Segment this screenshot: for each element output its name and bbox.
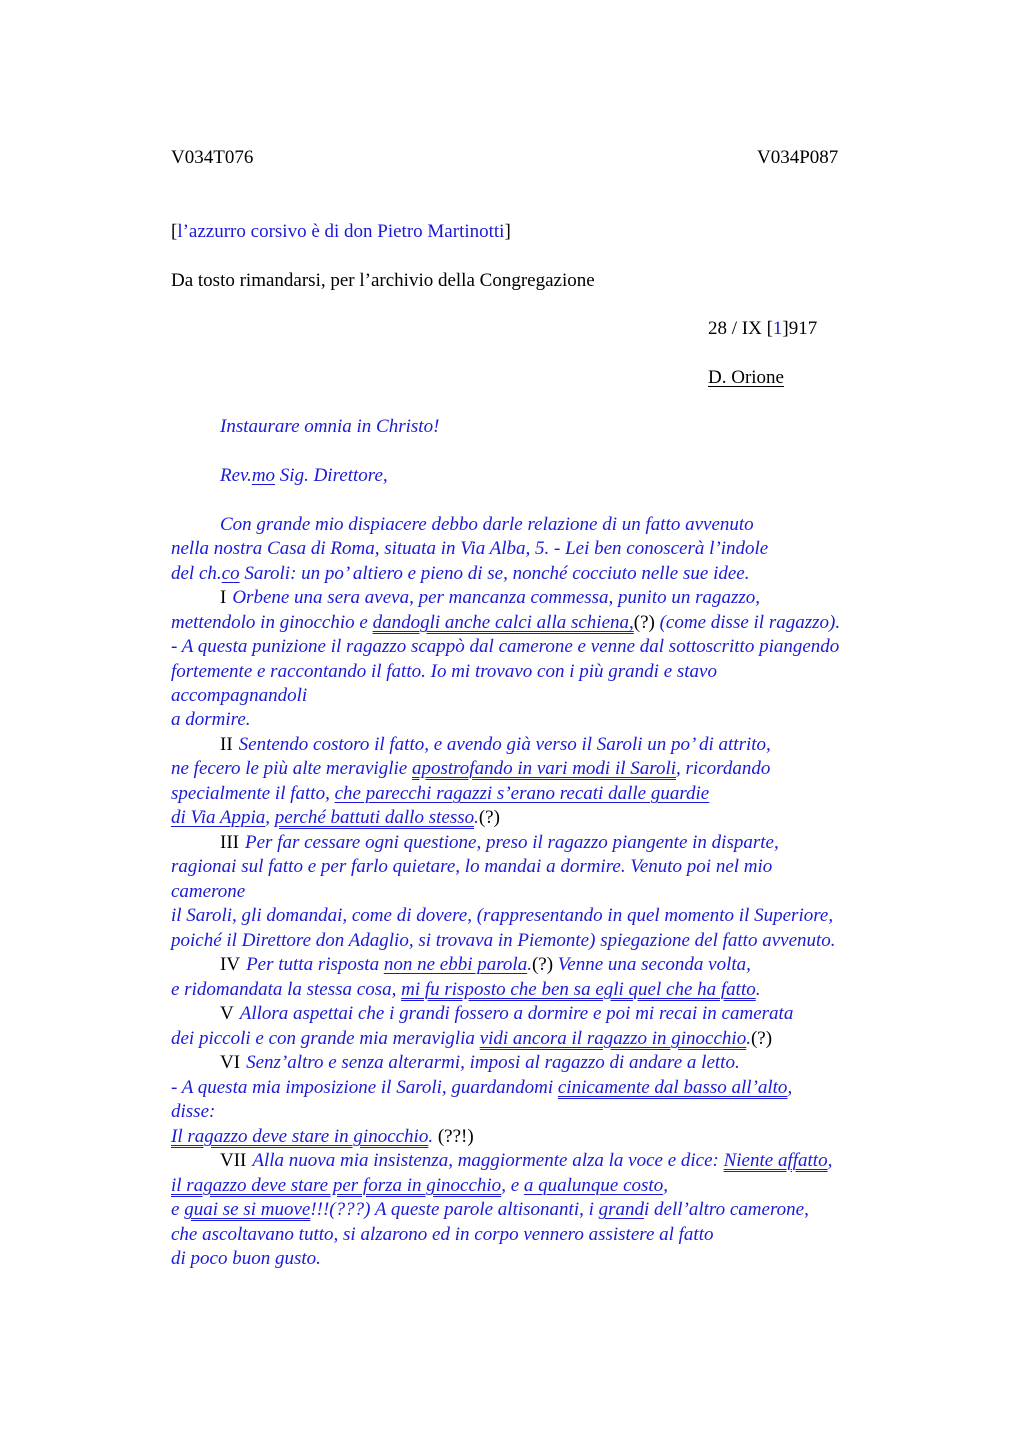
text-segment: . bbox=[474, 807, 479, 828]
letter-date bbox=[708, 317, 817, 341]
text-segment: Allora aspettai che i grandi fossero a dormire e poi mi recai in camerata bbox=[239, 1003, 794, 1024]
paragraph-v bbox=[220, 1002, 793, 1026]
text-segment: Senz’altro e senza alterarmi, imposi al ragazzo di andare a letto. bbox=[246, 1052, 740, 1073]
text-segment: Il ragazzo deve stare in ginocchio bbox=[171, 1126, 429, 1147]
body-line: - A questa punizione il ragazzo scappò dal camerone e venne dal sottoscritto piangendo bbox=[171, 636, 840, 657]
text-segment: (?) bbox=[478, 807, 500, 828]
text-segment: cinicamente dal basso all’alto bbox=[557, 1077, 788, 1098]
text-segment: il ragazzo deve stare per forza in ginocchio bbox=[171, 1175, 502, 1196]
paragraph-iii bbox=[220, 831, 779, 855]
body-line bbox=[171, 1174, 668, 1198]
text-segment: Per far cessare ogni questione, preso il ragazzo piangente in disparte, bbox=[244, 832, 779, 853]
text-segment: (come disse il ragazzo). bbox=[654, 612, 841, 633]
text-segment: i dell’altro camerone, bbox=[644, 1199, 809, 1220]
body-line bbox=[171, 978, 760, 1002]
volume-code-right: V034P087 bbox=[757, 147, 839, 168]
salutation-part: Rev. bbox=[220, 465, 252, 486]
text-segment: . bbox=[755, 979, 761, 1000]
body-line bbox=[171, 611, 840, 635]
paragraph-i bbox=[220, 586, 760, 610]
paragraph-vii bbox=[220, 1149, 832, 1173]
editorial-note bbox=[171, 220, 511, 244]
date-editorial-digit: 1 bbox=[772, 318, 783, 339]
date-part: ]917 bbox=[782, 318, 818, 339]
paragraph-number: IV bbox=[220, 954, 241, 975]
archive-instruction: Da tosto rimandarsi, per l’archivio della Congregazione bbox=[171, 270, 595, 291]
text-segment: Sentendo costoro il fatto, e avendo già verso il Saroli un po’ di attrito, bbox=[238, 734, 771, 755]
paragraph-vi bbox=[220, 1051, 740, 1075]
body-line: il Saroli, gli domandai, come di dovere, (rappresentando in quel momento il Superiore, bbox=[171, 905, 834, 926]
body-line: nella nostra Casa di Roma, situata in Via Alba, 5. - Lei ben conoscerà l’indole bbox=[171, 538, 769, 559]
note-text: l’azzurro corsivo è di don Pietro Martinotti bbox=[177, 221, 505, 242]
text-segment: del ch. bbox=[171, 563, 222, 584]
text-segment: Per tutta risposta bbox=[246, 954, 384, 975]
text-segment: , bbox=[663, 1175, 668, 1196]
text-segment: (?) bbox=[750, 1028, 773, 1049]
text-segment: !!!(???) A queste parole altisonanti, i bbox=[310, 1199, 599, 1220]
text-segment: e ridomandata la stessa cosa, bbox=[171, 979, 402, 1000]
text-segment: grand bbox=[598, 1199, 645, 1220]
text-segment: , bbox=[265, 807, 275, 828]
body-line: disse: bbox=[171, 1101, 216, 1122]
text-segment: mettendolo in ginocchio e bbox=[171, 612, 373, 633]
text-segment: . bbox=[428, 1126, 434, 1147]
motto: Instaurare omnia in Christo! bbox=[220, 416, 440, 437]
text-segment: ne fecero le più alte meraviglie bbox=[171, 758, 412, 779]
text-segment: Niente affatto bbox=[723, 1150, 828, 1171]
note-bracket-open: [ bbox=[171, 221, 178, 242]
text-segment: apostrofando in vari modi il Saroli bbox=[411, 758, 677, 779]
text-segment: guai se si muove bbox=[184, 1199, 311, 1220]
body-line bbox=[171, 562, 749, 586]
text-segment: , ricordando bbox=[676, 758, 771, 779]
text-segment: co bbox=[221, 563, 240, 584]
text-segment: che parecchi ragazzi s’erano recati dalle guardie bbox=[334, 783, 710, 804]
body-line bbox=[171, 1076, 792, 1100]
paragraph-number: VII bbox=[220, 1150, 247, 1171]
text-segment: , e bbox=[501, 1175, 524, 1196]
text-segment: specialmente il fatto, bbox=[171, 783, 335, 804]
text-segment: perché battuti dallo stesso bbox=[274, 807, 475, 828]
text-segment: (?) bbox=[531, 954, 554, 975]
body-line: che ascoltavano tutto, si alzarono ed in corpo vennero assistere al fatto bbox=[171, 1224, 714, 1245]
salutation-part: Sig. Direttore, bbox=[275, 465, 388, 486]
paragraph-number: III bbox=[220, 832, 239, 853]
body-line bbox=[171, 1198, 809, 1222]
body-line bbox=[171, 782, 709, 806]
text-segment: a qualunque costo bbox=[523, 1175, 664, 1196]
body-line bbox=[171, 1125, 474, 1149]
text-segment: , bbox=[827, 1150, 833, 1171]
text-segment: . bbox=[527, 954, 532, 975]
paragraph-ii bbox=[220, 733, 771, 757]
text-segment: mi fu risposto che ben sa egli quel che ha fatto bbox=[401, 979, 756, 1000]
text-segment: e bbox=[171, 1199, 185, 1220]
text-segment: vidi ancora il ragazzo in ginocchio bbox=[479, 1028, 747, 1049]
body-line: Con grande mio dispiacere debbo darle relazione di un fatto avvenuto bbox=[220, 514, 754, 535]
text-segment: dandogli anche calci alla schiena, bbox=[372, 612, 634, 633]
body-line bbox=[171, 1027, 772, 1051]
text-segment: Orbene una sera aveva, per mancanza commessa, punito un ragazzo, bbox=[232, 587, 761, 608]
text-segment: (??!) bbox=[433, 1126, 474, 1147]
signature-annotation: D. Orione bbox=[708, 367, 784, 388]
body-line: fortemente e raccontando il fatto. Io mi trovavo con i più grandi e stavo bbox=[171, 661, 717, 682]
body-line: ragionai sul fatto e per farlo quietare, lo mandai a dormire. Venuto poi nel mio bbox=[171, 856, 773, 877]
body-line: di poco buon gusto. bbox=[171, 1248, 321, 1269]
text-segment: - A questa mia imposizione il Saroli, guardandomi bbox=[171, 1077, 558, 1098]
paragraph-number: I bbox=[220, 587, 227, 608]
paragraph-iv bbox=[220, 953, 751, 977]
paragraph-number: V bbox=[220, 1003, 234, 1024]
date-part: 28 / IX [ bbox=[708, 318, 773, 339]
text-segment: Venne una seconda volta, bbox=[553, 954, 751, 975]
text-segment: , bbox=[787, 1077, 793, 1098]
salutation-superscript: mo bbox=[251, 465, 276, 486]
text-segment: Alla nuova mia insistenza, maggiormente alza la voce e dice: bbox=[252, 1150, 724, 1171]
body-line bbox=[171, 757, 770, 781]
paragraph-number: II bbox=[220, 734, 233, 755]
body-line: a dormire. bbox=[171, 709, 251, 730]
body-line bbox=[171, 806, 500, 830]
body-line: accompagnandoli bbox=[171, 685, 308, 706]
body-line: camerone bbox=[171, 881, 246, 902]
text-segment: dei piccoli e con grande mia meraviglia bbox=[171, 1028, 480, 1049]
volume-code-left: V034T076 bbox=[171, 147, 254, 168]
body-line: poiché il Direttore don Adaglio, si trovava in Piemonte) spiegazione del fatto avvenuto. bbox=[171, 930, 836, 951]
text-segment: Saroli: un po’ altiero e pieno di se, nonché cocciuto nelle sue idee. bbox=[239, 563, 750, 584]
text-segment: non ne ebbi parola bbox=[383, 954, 528, 975]
salutation bbox=[220, 464, 388, 488]
text-segment: di Via Appia bbox=[171, 807, 266, 828]
paragraph-number: VI bbox=[220, 1052, 241, 1073]
note-bracket-close: ] bbox=[504, 221, 511, 242]
text-segment: . bbox=[746, 1028, 751, 1049]
text-segment: (?) bbox=[633, 612, 655, 633]
